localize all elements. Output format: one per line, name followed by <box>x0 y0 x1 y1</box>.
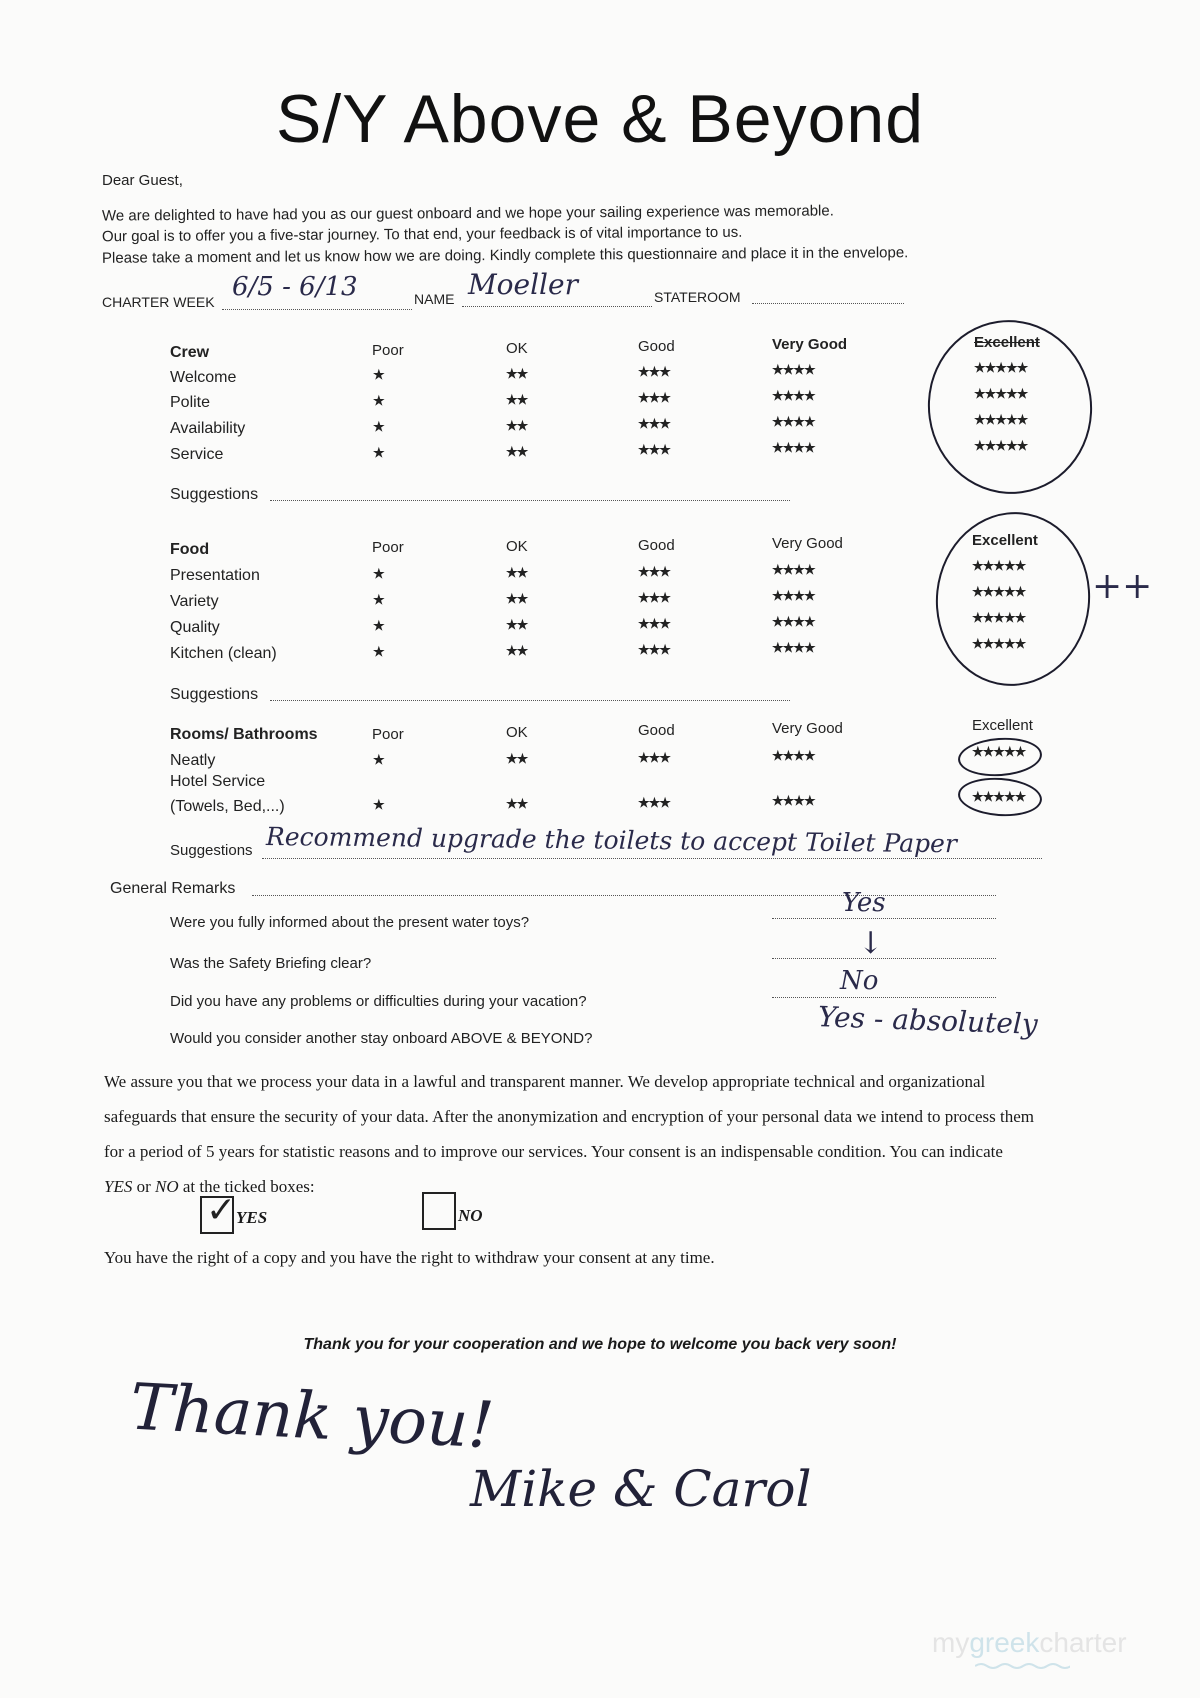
crew-service-ok[interactable]: ★★ <box>506 444 528 459</box>
watermark-part-1: my <box>932 1627 970 1658</box>
intro-line-3: Please take a moment and let us know how we are doing. Kindly complete this questionnaire and place it in the envelope. <box>101 244 909 267</box>
rooms-col-very-good: Very Good <box>772 720 843 737</box>
crew-row-polite: Polite <box>170 394 211 411</box>
answer-water-toys[interactable]: Yes <box>842 888 886 918</box>
greeting: Dear Guest, <box>102 172 183 189</box>
stateroom-label: STATEROOM <box>654 289 741 305</box>
food-variety-ok[interactable]: ★★ <box>506 591 528 606</box>
crew-suggestions-label: Suggestions <box>170 486 259 503</box>
rooms-row-hotel-service: Hotel Service <box>170 773 266 790</box>
food-kitchen-good[interactable]: ★★★ <box>638 642 670 657</box>
crew-polite-very-good[interactable]: ★★★★ <box>772 388 815 403</box>
crew-welcome-poor[interactable]: ★ <box>373 367 384 382</box>
rooms-hotel-service-good[interactable]: ★★★ <box>638 795 670 810</box>
crew-welcome-excellent[interactable]: ★★★★★ <box>974 360 1028 375</box>
answer-safety-briefing[interactable]: ↓ <box>858 926 884 961</box>
food-variety-excellent[interactable]: ★★★★★ <box>972 584 1026 599</box>
food-margin-note: ++ <box>1092 566 1153 607</box>
answer-line-water-toys <box>772 918 996 919</box>
rooms-col-poor: Poor <box>372 726 404 743</box>
crew-availability-excellent[interactable]: ★★★★★ <box>974 412 1028 427</box>
question-water-toys: Were you fully informed about the present water toys? <box>170 914 530 931</box>
handwritten-signature: Mike & Carol <box>470 1460 812 1518</box>
crew-welcome-good[interactable]: ★★★ <box>638 364 670 379</box>
crew-polite-poor[interactable]: ★ <box>373 393 384 408</box>
crew-col-very-good: Very Good <box>772 336 848 353</box>
rooms-neatly-excellent-circle-mark <box>957 735 1043 779</box>
food-presentation-poor[interactable]: ★ <box>373 566 384 581</box>
rooms-title: Rooms/ Bathrooms <box>170 726 318 743</box>
crew-col-good: Good <box>638 338 675 355</box>
crew-welcome-very-good[interactable]: ★★★★ <box>772 362 815 377</box>
crew-service-very-good[interactable]: ★★★★ <box>772 440 815 455</box>
crew-polite-ok[interactable]: ★★ <box>506 392 528 407</box>
page-title: S/Y Above & Beyond <box>275 81 925 157</box>
intro-line-2: Our goal is to offer you a five-star journey. To that end, your feedback is of vital importance to us. <box>101 223 743 246</box>
rooms-neatly-ok[interactable]: ★★ <box>506 751 528 766</box>
watermark-part-2: greek <box>969 1627 1040 1658</box>
thank-you-message: Thank you for your cooperation and we hope to welcome you back very soon! <box>303 1336 897 1353</box>
food-variety-good[interactable]: ★★★ <box>638 590 670 605</box>
food-row-quality: Quality <box>170 619 220 636</box>
rooms-suggestions-label: Suggestions <box>170 842 253 859</box>
answer-line-safety-briefing <box>772 958 996 959</box>
question-another-stay: Would you consider another stay onboard ABOVE & BEYOND? <box>170 1030 593 1047</box>
answer-line-problems <box>772 997 996 998</box>
crew-row-service: Service <box>170 446 224 463</box>
consent-line-2: safeguards that ensure the security of your data. After the anonymization and encryption of your personal data we intend to process them <box>104 1107 1034 1126</box>
general-remarks-label: General Remarks <box>110 880 236 897</box>
consent-yes-word: YES <box>104 1177 133 1196</box>
food-quality-good[interactable]: ★★★ <box>638 616 670 631</box>
crew-col-poor: Poor <box>372 342 404 359</box>
question-safety-briefing: Was the Safety Briefing clear? <box>170 955 372 972</box>
answer-problems[interactable]: No <box>840 966 879 996</box>
food-variety-poor[interactable]: ★ <box>373 592 384 607</box>
consent-line-4 <box>104 1169 1114 1204</box>
food-kitchen-ok[interactable]: ★★ <box>506 643 528 658</box>
food-presentation-excellent[interactable]: ★★★★★ <box>972 558 1026 573</box>
rooms-neatly-excellent[interactable]: ★★★★★ <box>972 744 1026 759</box>
crew-welcome-ok[interactable]: ★★ <box>506 366 528 381</box>
rooms-col-excellent: Excellent <box>972 717 1033 734</box>
crew-availability-very-good[interactable]: ★★★★ <box>772 414 815 429</box>
question-problems: Did you have any problems or difficulties during your vacation? <box>170 993 587 1010</box>
handwritten-thank-you: Thank you! <box>128 1370 496 1464</box>
rooms-col-ok: OK <box>506 724 528 741</box>
food-presentation-very-good[interactable]: ★★★★ <box>772 562 815 577</box>
charter-week-line <box>222 309 412 310</box>
name-value[interactable]: Moeller <box>468 268 578 301</box>
food-variety-very-good[interactable]: ★★★★ <box>772 588 815 603</box>
food-suggestions-label: Suggestions <box>170 686 259 703</box>
crew-availability-poor[interactable]: ★ <box>373 419 384 434</box>
food-presentation-ok[interactable]: ★★ <box>506 565 528 580</box>
consent-or-word: or <box>132 1177 156 1196</box>
consent-no-label: NO <box>458 1206 483 1225</box>
consent-yes-checkbox[interactable] <box>200 1190 237 1234</box>
intro-line-1: We are delighted to have had you as our guest onboard and we hope your sailing experience was memorable. <box>101 202 834 225</box>
rooms-neatly-very-good[interactable]: ★★★★ <box>772 748 815 763</box>
crew-col-ok: OK <box>506 340 528 357</box>
rooms-row-towels: (Towels, Bed,...) <box>170 798 285 815</box>
crew-row-availability: Availability <box>170 420 246 437</box>
consent-no-checkbox[interactable] <box>422 1192 456 1230</box>
food-col-good: Good <box>638 537 675 554</box>
charter-week-label: CHARTER WEEK <box>102 294 215 310</box>
rooms-hotel-service-excellent[interactable]: ★★★★★ <box>972 789 1026 804</box>
food-kitchen-poor[interactable]: ★ <box>373 644 384 659</box>
food-kitchen-excellent[interactable]: ★★★★★ <box>972 636 1026 651</box>
watermark-logo <box>932 1627 1127 1659</box>
rooms-hotel-service-very-good[interactable]: ★★★★ <box>772 793 815 808</box>
food-col-excellent: Excellent <box>972 532 1038 549</box>
crew-col-excellent: Excellent <box>974 334 1040 351</box>
rooms-hotel-service-poor[interactable]: ★ <box>373 797 384 812</box>
consent-ticked-boxes-text: at the ticked boxes: <box>178 1177 315 1196</box>
consent-rights-text: You have the right of a copy and you have the right to withdraw your consent at any time. <box>104 1248 715 1267</box>
crew-availability-ok[interactable]: ★★ <box>506 418 528 433</box>
rooms-suggestion-value[interactable]: Recommend upgrade the toilets to accept Toilet Paper <box>265 822 958 859</box>
consent-line-1: We assure you that we process your data in a lawful and transparent manner. We develop appropriate technical and organizational <box>104 1072 986 1091</box>
food-quality-very-good[interactable]: ★★★★ <box>772 614 815 629</box>
rooms-neatly-good[interactable]: ★★★ <box>638 750 670 765</box>
crew-availability-good[interactable]: ★★★ <box>638 416 670 431</box>
watermark-wave-icon <box>975 1662 1070 1670</box>
consent-line-3: for a period of 5 years for statistic reasons and to improve our services. Your consent is an indispensable condition. You can indicate <box>104 1142 1003 1161</box>
food-row-kitchen: Kitchen (clean) <box>170 645 277 662</box>
crew-polite-excellent[interactable]: ★★★★★ <box>974 386 1028 401</box>
rooms-hotel-service-ok[interactable]: ★★ <box>506 796 528 811</box>
food-excellent-circle-mark <box>927 504 1098 693</box>
name-line <box>462 306 652 307</box>
food-suggestions-line[interactable] <box>270 700 790 701</box>
food-col-poor: Poor <box>372 539 404 556</box>
food-col-ok: OK <box>506 538 528 555</box>
food-row-variety: Variety <box>170 593 219 610</box>
crew-row-welcome: Welcome <box>170 369 237 386</box>
rooms-hotel-excellent-circle-mark <box>957 775 1043 819</box>
food-quality-excellent[interactable]: ★★★★★ <box>972 610 1026 625</box>
crew-suggestions-line[interactable] <box>270 500 790 501</box>
crew-service-excellent[interactable]: ★★★★★ <box>974 438 1028 453</box>
food-row-presentation: Presentation <box>170 567 260 584</box>
crew-polite-good[interactable]: ★★★ <box>638 390 670 405</box>
name-label: NAME <box>414 291 455 307</box>
crew-title: Crew <box>170 344 210 361</box>
food-title: Food <box>170 541 210 558</box>
rooms-row-neatly: Neatly <box>170 752 216 769</box>
crew-service-good[interactable]: ★★★ <box>638 442 670 457</box>
rooms-col-good: Good <box>638 722 675 739</box>
stateroom-line[interactable] <box>752 303 904 304</box>
crew-excellent-circle-mark <box>917 309 1104 504</box>
food-quality-poor[interactable]: ★ <box>373 618 384 633</box>
rooms-suggestions-line <box>262 858 1042 859</box>
crew-service-poor[interactable]: ★ <box>373 445 384 460</box>
answer-another-stay[interactable]: Yes - absolutely <box>817 1000 1039 1041</box>
consent-yes-check-mark: ✓ <box>206 1190 237 1231</box>
food-quality-ok[interactable]: ★★ <box>506 617 528 632</box>
watermark-part-3: charter <box>1039 1627 1127 1658</box>
food-col-very-good: Very Good <box>772 535 843 552</box>
food-presentation-good[interactable]: ★★★ <box>638 564 670 579</box>
consent-no-word: NO <box>155 1177 179 1196</box>
charter-week-value[interactable]: 6/5 - 6/13 <box>232 272 358 302</box>
consent-yes-label: YES <box>236 1208 268 1227</box>
food-kitchen-very-good[interactable]: ★★★★ <box>772 640 815 655</box>
rooms-neatly-poor[interactable]: ★ <box>373 752 384 767</box>
